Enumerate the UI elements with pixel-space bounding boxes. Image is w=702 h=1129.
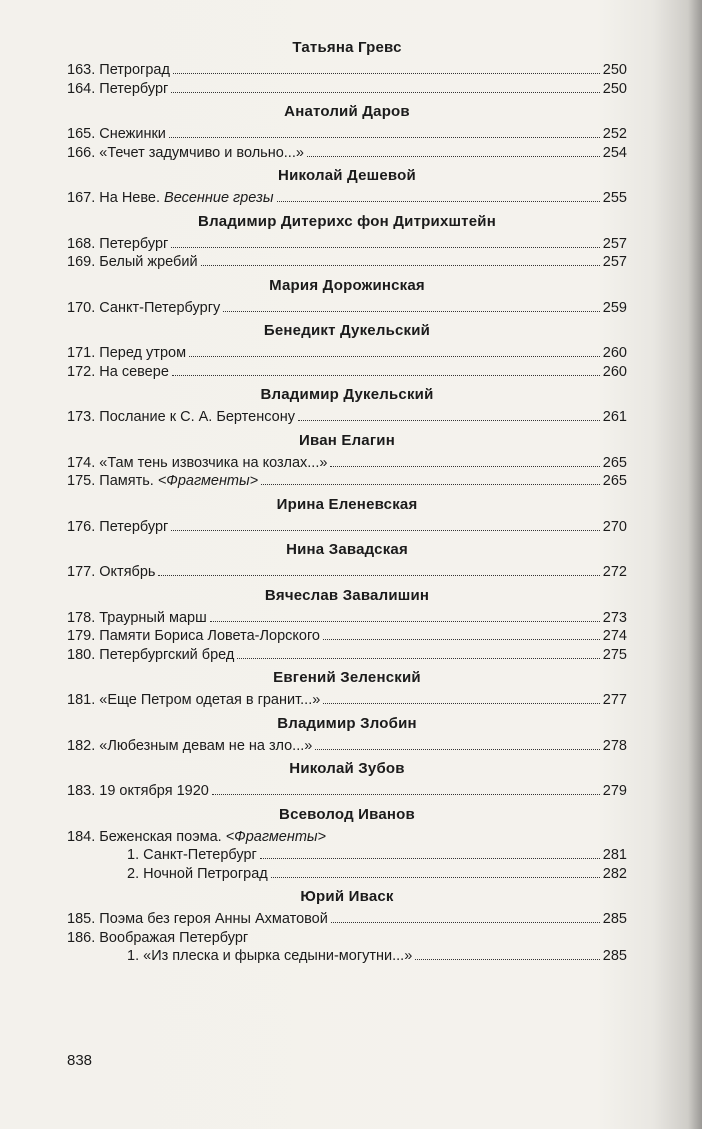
toc-entry bbox=[67, 563, 627, 582]
entry-title: «Там тень извозчика на козлах...» bbox=[99, 454, 328, 471]
toc-entry bbox=[67, 144, 627, 163]
entry-page: 260 bbox=[602, 345, 627, 361]
entry-title: Воображая Петербург bbox=[99, 929, 249, 946]
toc-entry bbox=[67, 782, 627, 801]
entry-page: 273 bbox=[602, 609, 627, 626]
entry-title-italic: Весенние грезы bbox=[164, 190, 274, 206]
entry-page: 272 bbox=[602, 564, 627, 580]
entry-number: 172. bbox=[67, 363, 96, 380]
entry-title: Санкт-Петербургу bbox=[99, 299, 221, 316]
author-heading: Бенедикт Дукельский bbox=[263, 322, 431, 339]
author-heading: Мария Дорожинская bbox=[269, 276, 425, 294]
entry-number: 186. bbox=[67, 929, 96, 946]
entry-title: Память. <Фрагменты> bbox=[99, 473, 259, 489]
entry-title: Белый жребий bbox=[99, 254, 198, 270]
entry-title: Петербург bbox=[99, 235, 169, 252]
toc-entry bbox=[67, 80, 627, 99]
entry-number: 163. bbox=[67, 62, 96, 78]
entry-title: Послание к С. А. Бертенсону bbox=[99, 409, 295, 425]
entry-number: 168. bbox=[67, 235, 96, 252]
toc-entry bbox=[67, 344, 627, 363]
toc-entry bbox=[67, 609, 627, 628]
entry-number: 174. bbox=[67, 454, 96, 471]
entry-page: 259 bbox=[602, 299, 627, 316]
entry-number: 177. bbox=[67, 564, 96, 580]
entry-page: 278 bbox=[602, 737, 627, 754]
dot-leader bbox=[277, 201, 600, 202]
author-heading: Татьяна Гревс bbox=[292, 39, 402, 56]
entry-page: 254 bbox=[602, 144, 627, 161]
toc-entry bbox=[67, 627, 627, 646]
entry-number: 185. bbox=[67, 911, 96, 927]
entry-title: Поэма без героя Анны Ахматовой bbox=[99, 911, 328, 927]
entry-title: На севере bbox=[99, 363, 169, 380]
dot-leader bbox=[173, 73, 600, 74]
toc-entry bbox=[67, 910, 627, 929]
entry-title: Перед утром bbox=[99, 345, 187, 361]
toc-subentry bbox=[67, 865, 627, 884]
author-heading: Владимир Дитерихс фон Дитрихштейн bbox=[198, 212, 496, 230]
entry-page: 265 bbox=[602, 454, 627, 471]
author-heading: Николай Зубов bbox=[289, 760, 405, 777]
dot-leader bbox=[298, 420, 600, 421]
dot-leader bbox=[223, 311, 600, 312]
entry-page: 250 bbox=[602, 80, 627, 97]
entry-number: 173. bbox=[67, 409, 96, 425]
entry-number: 179. bbox=[67, 628, 96, 644]
author-heading: Иван Елагин bbox=[299, 431, 395, 449]
entry-page: 285 bbox=[602, 911, 627, 927]
dot-leader bbox=[201, 265, 600, 266]
entry-title: Санкт-Петербург bbox=[143, 847, 257, 863]
dot-leader bbox=[171, 530, 599, 531]
entry-number: 176. bbox=[67, 518, 96, 535]
entry-title-italic: <Фрагменты> bbox=[157, 473, 259, 489]
dot-leader bbox=[330, 466, 599, 467]
author-heading: Юрий Иваск bbox=[300, 888, 394, 905]
entry-title: Октябрь bbox=[99, 564, 156, 580]
entry-page: 282 bbox=[602, 865, 627, 882]
toc-entry bbox=[67, 299, 627, 318]
dot-leader bbox=[415, 959, 600, 960]
page-number: 838 bbox=[67, 1052, 93, 1069]
entry-number: 182. bbox=[67, 737, 96, 754]
entry-title-italic: <Фрагменты> bbox=[225, 828, 327, 845]
entry-title: Беженская поэма. <Фрагменты> bbox=[99, 828, 327, 845]
toc-entry bbox=[67, 691, 627, 710]
dot-leader bbox=[210, 621, 600, 622]
entry-number: 184. bbox=[67, 828, 96, 845]
dot-leader bbox=[212, 794, 600, 795]
entry-number: 166. bbox=[67, 144, 96, 161]
entry-page: 260 bbox=[602, 363, 627, 380]
author-heading: Ирина Еленевская bbox=[276, 495, 418, 513]
entry-title: Петербургский бред bbox=[99, 646, 235, 663]
dot-leader bbox=[237, 658, 599, 659]
toc-entry bbox=[67, 828, 627, 847]
entry-title: Петербург bbox=[99, 518, 169, 535]
entry-title: 19 октября 1920 bbox=[99, 783, 209, 799]
toc-entry bbox=[67, 646, 627, 665]
toc-entry bbox=[67, 472, 627, 491]
dot-leader bbox=[323, 703, 600, 704]
entry-page: 265 bbox=[602, 473, 627, 489]
entry-number: 2. bbox=[127, 865, 140, 882]
entry-page: 261 bbox=[602, 409, 627, 425]
author-heading: Анатолий Даров bbox=[284, 103, 410, 120]
entry-number: 170. bbox=[67, 299, 96, 316]
entry-title: Ночной Петроград bbox=[143, 865, 268, 882]
dot-leader bbox=[171, 247, 599, 248]
entry-title: Памяти Бориса Ловета-Лорского bbox=[99, 628, 321, 644]
dot-leader bbox=[261, 484, 600, 485]
entry-title: Петроград bbox=[99, 62, 170, 78]
dot-leader bbox=[189, 356, 600, 357]
toc-entry bbox=[67, 929, 627, 948]
entry-number: 180. bbox=[67, 646, 96, 663]
author-heading: Владимир Дукельский bbox=[260, 386, 434, 403]
entry-number: 167. bbox=[67, 190, 96, 206]
entry-number: 175. bbox=[67, 473, 96, 489]
entry-title: «Еще Петром одетая в гранит...» bbox=[99, 692, 321, 708]
toc-entry bbox=[67, 408, 627, 427]
dot-leader bbox=[307, 156, 600, 157]
dot-leader bbox=[260, 858, 600, 859]
entry-page: 257 bbox=[602, 235, 627, 252]
toc-entry bbox=[67, 235, 627, 254]
toc-subentry bbox=[67, 846, 627, 865]
entry-number: 171. bbox=[67, 345, 96, 361]
dot-leader bbox=[158, 575, 599, 576]
toc-entry bbox=[67, 454, 627, 473]
toc-entry bbox=[67, 61, 627, 80]
entry-page: 257 bbox=[602, 254, 627, 270]
entry-number: 183. bbox=[67, 783, 96, 799]
entry-number: 169. bbox=[67, 254, 96, 270]
toc-entry bbox=[67, 253, 627, 272]
entry-number: 165. bbox=[67, 126, 96, 142]
author-heading: Евгений Зеленский bbox=[273, 669, 421, 686]
entry-page: 275 bbox=[602, 646, 627, 663]
entry-number: 178. bbox=[67, 609, 96, 626]
author-heading: Вячеслав Завалишин bbox=[264, 586, 430, 604]
entry-title: «Из плеска и фырка седыни-могутни...» bbox=[143, 948, 413, 964]
entry-title: Снежинки bbox=[99, 126, 166, 142]
entry-title: На Неве. Весенние грезы bbox=[99, 190, 274, 206]
dot-leader bbox=[331, 922, 600, 923]
entry-title: Траурный марш bbox=[99, 609, 207, 626]
dot-leader bbox=[323, 639, 600, 640]
entry-number: 1. bbox=[127, 847, 140, 863]
toc-entry bbox=[67, 363, 627, 382]
dot-leader bbox=[169, 137, 600, 138]
entry-title: Петербург bbox=[99, 80, 169, 97]
dot-leader bbox=[271, 877, 600, 878]
entry-number: 181. bbox=[67, 692, 96, 708]
entry-page: 252 bbox=[602, 126, 627, 142]
entry-page: 270 bbox=[602, 518, 627, 535]
entry-page: 285 bbox=[602, 948, 627, 964]
entry-page: 274 bbox=[602, 628, 627, 644]
author-heading: Николай Дешевой bbox=[278, 167, 416, 184]
entry-number: 1. bbox=[127, 948, 140, 964]
entry-page: 250 bbox=[602, 62, 627, 78]
dot-leader bbox=[171, 92, 599, 93]
dot-leader bbox=[172, 375, 600, 376]
entry-page: 277 bbox=[602, 692, 627, 708]
entry-page: 279 bbox=[602, 783, 627, 799]
toc-entry bbox=[67, 125, 627, 144]
entry-title: «Течет задумчиво и вольно...» bbox=[99, 144, 304, 161]
author-heading: Всеволод Иванов bbox=[279, 805, 415, 823]
author-heading: Нина Завадская bbox=[286, 541, 408, 558]
entry-number: 164. bbox=[67, 80, 96, 97]
entry-page: 255 bbox=[602, 190, 627, 206]
entry-title: «Любезным девам не на зло...» bbox=[99, 737, 313, 754]
dot-leader bbox=[315, 749, 599, 750]
toc-subentry bbox=[67, 947, 627, 966]
toc-entry bbox=[67, 518, 627, 537]
table-of-contents bbox=[67, 34, 627, 966]
entry-page: 281 bbox=[602, 847, 627, 863]
toc-entry bbox=[67, 737, 627, 756]
toc-entry bbox=[67, 189, 627, 208]
author-heading: Владимир Злобин bbox=[277, 714, 417, 732]
